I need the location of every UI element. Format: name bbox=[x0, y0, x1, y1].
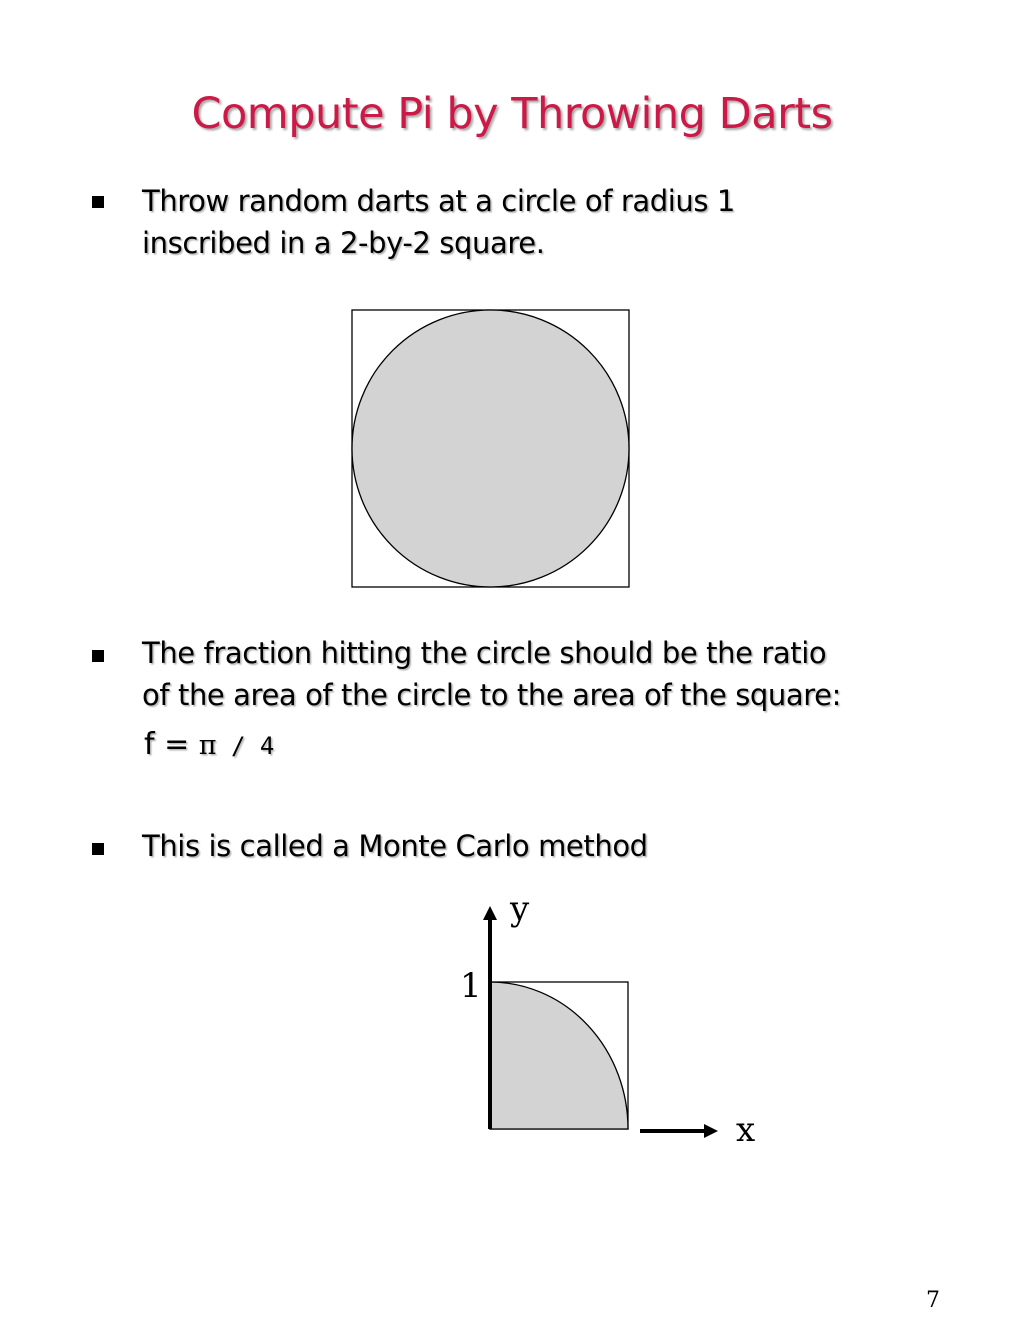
bullet-1-line-1: Throw random darts at a circle of radius 1 bbox=[142, 184, 735, 218]
unit-label: 1 bbox=[460, 966, 482, 1006]
circle-in-square-figure bbox=[350, 308, 632, 590]
x-axis-label: x bbox=[736, 1110, 756, 1150]
y-axis-label: y bbox=[510, 889, 530, 929]
bullet-marker bbox=[92, 843, 104, 855]
quarter-circle-figure bbox=[440, 880, 770, 1160]
formula-rest: / 4 bbox=[216, 732, 275, 760]
page-number: 7 bbox=[926, 1288, 940, 1313]
formula-lhs: f = bbox=[144, 727, 199, 762]
bullet-1-line-2: inscribed in a 2-by-2 square. bbox=[142, 226, 545, 260]
bullet-marker bbox=[92, 196, 104, 208]
bullet-text-1 bbox=[142, 180, 735, 264]
bullet-text-3 bbox=[142, 825, 648, 867]
slide-title: Compute Pi by Throwing Darts bbox=[191, 89, 833, 139]
bullet-marker bbox=[92, 650, 104, 662]
bullet-2-line-2: of the area of the circle to the area of the square: bbox=[142, 678, 841, 712]
pi-symbol: π bbox=[198, 730, 217, 761]
bullet-text-2 bbox=[142, 632, 841, 716]
bullet-2-line-1: The fraction hitting the circle should be the ratio bbox=[142, 636, 827, 670]
y-axis-arrowhead bbox=[483, 906, 497, 920]
bullet-3-line-1: This is called a Monte Carlo method bbox=[142, 829, 648, 863]
inscribed-circle bbox=[352, 310, 629, 587]
pi-formula bbox=[144, 724, 274, 767]
x-axis-arrowhead bbox=[704, 1124, 718, 1138]
